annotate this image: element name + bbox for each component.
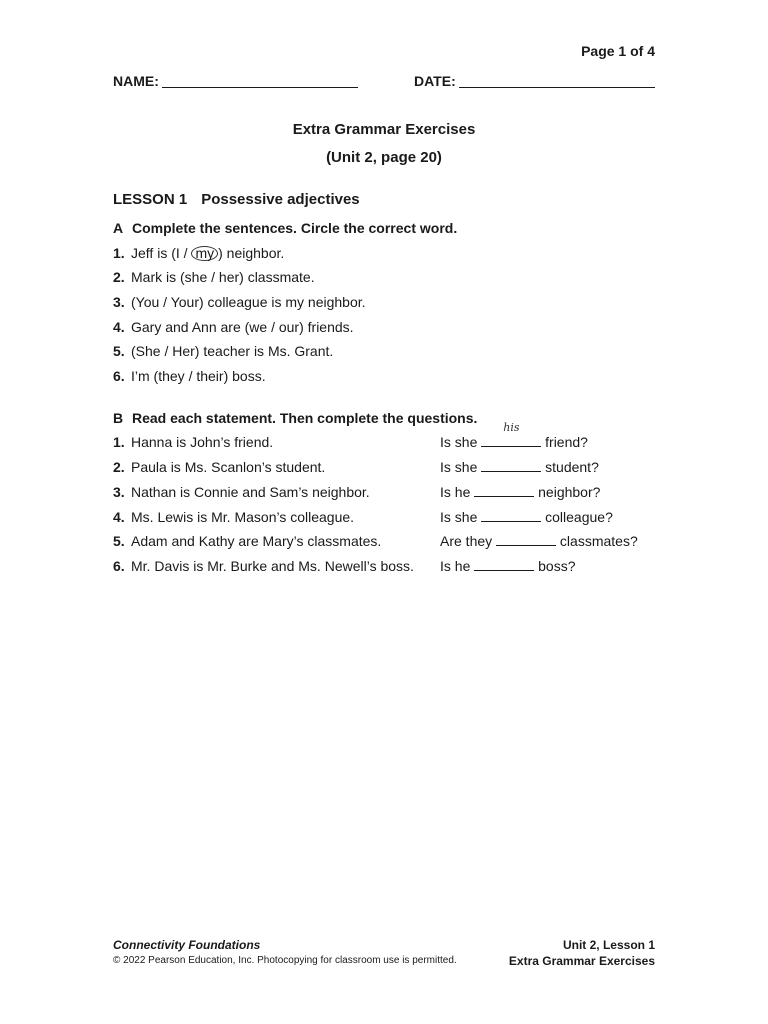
answer-blank[interactable]: [474, 558, 534, 571]
item-text: (She / Her) teacher is Ms. Grant.: [131, 343, 334, 359]
list-item: [113, 245, 284, 261]
section-letter: A: [113, 220, 124, 236]
statement-item: [113, 558, 414, 574]
statement-item: [113, 459, 325, 475]
question-end: student?: [545, 459, 599, 475]
date-field[interactable]: [459, 87, 655, 88]
question-start: Is she: [440, 434, 478, 450]
item-text: Mark is (she / her) classmate.: [131, 269, 315, 285]
question-item: [440, 484, 600, 500]
answer-blank[interactable]: [496, 533, 556, 546]
question-item: [440, 459, 599, 475]
instruction-text: Complete the sentences. Circle the correct word.: [132, 220, 458, 236]
answer-blank[interactable]: [481, 509, 541, 522]
statement-text: Hanna is John’s friend.: [131, 434, 274, 450]
answer-blank[interactable]: [481, 421, 541, 447]
question-item: [440, 421, 588, 450]
statement-item: [113, 434, 273, 450]
question-item: [440, 533, 638, 549]
lesson-heading: [113, 191, 360, 208]
question-start: Is he: [440, 558, 471, 574]
question-end: classmates?: [559, 533, 638, 549]
question-end: friend?: [545, 434, 588, 450]
statement-item: [113, 509, 354, 525]
name-field[interactable]: [162, 87, 358, 88]
date-label: DATE:: [414, 73, 456, 89]
list-item: [113, 343, 333, 359]
item-number: 5.: [113, 343, 125, 359]
question-item: [440, 558, 576, 574]
footer-left: [113, 938, 457, 966]
circled-answer: my: [191, 246, 218, 261]
question-end: neighbor?: [538, 484, 601, 500]
copyright-notice: © 2022 Pearson Education, Inc. Photocopying for classroom use is permitted.: [113, 955, 457, 966]
question-start: Are they: [440, 533, 493, 549]
item-number: 1.: [113, 434, 125, 450]
statement-item: [113, 533, 381, 549]
item-number: 3.: [113, 484, 125, 500]
item-number: 1.: [113, 245, 125, 261]
item-text: I’m (they / their) boss.: [131, 368, 266, 384]
name-label: NAME:: [113, 73, 159, 89]
section-a-instruction: [113, 220, 457, 236]
page-number: Page 1 of 4: [581, 43, 655, 59]
question-start: Is he: [440, 484, 471, 500]
lesson-topic: Possessive adjectives: [201, 191, 360, 208]
question-item: [440, 509, 613, 525]
statement-text: Nathan is Connie and Sam’s neighbor.: [131, 484, 370, 500]
section-letter: B: [113, 410, 124, 426]
item-text: ) neighbor.: [218, 245, 285, 261]
statement-item: [113, 484, 370, 500]
list-item: [113, 319, 354, 335]
item-number: 2.: [113, 269, 125, 285]
book-title: Connectivity Foundations: [113, 938, 261, 952]
unit-lesson: Unit 2, Lesson 1: [562, 938, 655, 952]
footer-title: Extra Grammar Exercises: [508, 954, 655, 968]
item-text: Jeff is (I /: [131, 245, 192, 261]
item-number: 6.: [113, 368, 125, 384]
list-item: [113, 368, 266, 384]
item-number: 6.: [113, 558, 125, 574]
item-number: 3.: [113, 294, 125, 310]
answer-blank[interactable]: [481, 459, 541, 472]
statement-text: Ms. Lewis is Mr. Mason’s colleague.: [131, 509, 355, 525]
item-number: 5.: [113, 533, 125, 549]
item-number: 4.: [113, 319, 125, 335]
lesson-label: LESSON 1: [113, 191, 188, 208]
list-item: [113, 294, 366, 310]
instruction-text: Read each statement. Then complete the questions.: [132, 410, 478, 426]
statement-text: Paula is Ms. Scanlon’s student.: [131, 459, 326, 475]
item-number: 4.: [113, 509, 125, 525]
handwritten-answer: his: [503, 421, 520, 434]
question-start: Is she: [440, 509, 478, 525]
item-number: 2.: [113, 459, 125, 475]
page-title: Extra Grammar Exercises: [292, 121, 476, 138]
footer-right: [509, 938, 655, 968]
answer-blank[interactable]: [474, 484, 534, 497]
question-end: boss?: [538, 558, 576, 574]
section-b-instruction: [113, 410, 477, 426]
list-item: [113, 269, 315, 285]
item-text: Gary and Ann are (we / our) friends.: [131, 319, 354, 335]
item-text: (You / Your) colleague is my neighbor.: [131, 294, 366, 310]
question-end: colleague?: [545, 509, 613, 525]
question-start: Is she: [440, 459, 478, 475]
page-subtitle: (Unit 2, page 20): [326, 149, 442, 166]
statement-text: Mr. Davis is Mr. Burke and Ms. Newell’s boss.: [131, 558, 414, 574]
statement-text: Adam and Kathy are Mary’s classmates.: [131, 533, 382, 549]
